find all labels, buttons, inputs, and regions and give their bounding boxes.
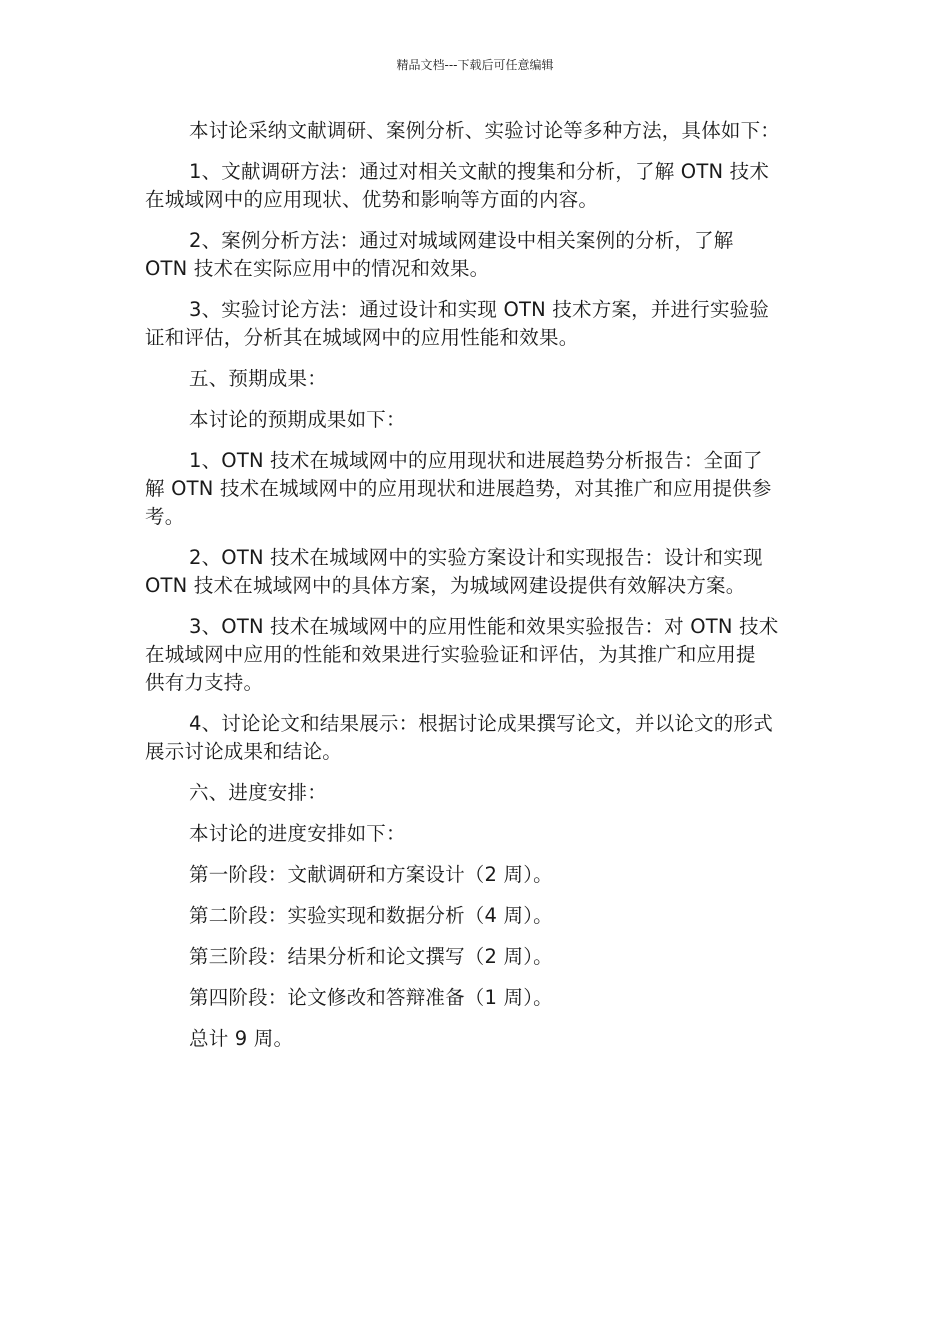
paragraph-line: 4、讨论论文和结果展示：根据讨论成果撰写论文，并以论文的形式 <box>189 712 773 735</box>
schedule-total <box>145 1025 805 1053</box>
paragraph-line: 考。 <box>145 505 185 528</box>
paragraph <box>145 158 805 214</box>
paragraph <box>145 710 805 766</box>
schedule-item <box>145 943 805 971</box>
section-heading <box>145 365 805 393</box>
paragraph-line: 3、实验讨论方法：通过设计和实现 OTN 技术方案，并进行实验验 <box>189 298 770 321</box>
paragraph-line: 本讨论采纳文献调研、案例分析、实验讨论等多种方法，具体如下： <box>189 119 781 142</box>
paragraph <box>145 447 805 531</box>
paragraph-line: 在城域网中的应用现状、优势和影响等方面的内容。 <box>145 188 599 211</box>
document-body <box>145 117 805 1066</box>
paragraph-line: 第三阶段：结果分析和论文撰写（2 周）。 <box>189 945 553 968</box>
paragraph <box>145 227 805 283</box>
schedule-item <box>145 902 805 930</box>
paragraph-line: 解 OTN 技术在城域网中的应用现状和进展趋势，对其推广和应用提供参 <box>145 477 772 500</box>
paragraph-line: 供有力支持。 <box>145 671 264 694</box>
paragraph-line: 展示讨论成果和结论。 <box>145 740 343 763</box>
paragraph-line: 第一阶段：文献调研和方案设计（2 周）。 <box>189 863 553 886</box>
paragraph <box>145 613 805 697</box>
paragraph-line: 2、案例分析方法：通过对城域网建设中相关案例的分析，了解 <box>189 229 734 252</box>
paragraph-line: OTN 技术在城域网中的具体方案，为城域网建设提供有效解决方案。 <box>145 574 746 597</box>
paragraph-line: 3、OTN 技术在城域网中的应用性能和效果实验报告：对 OTN 技术 <box>189 615 779 638</box>
paragraph-line: 六、进度安排： <box>189 781 327 804</box>
paragraph-line: 总计 9 周。 <box>189 1027 294 1050</box>
section-heading <box>145 779 805 807</box>
paragraph-line: 在城域网中应用的性能和效果进行实验验证和评估，为其推广和应用提 <box>145 643 756 666</box>
schedule-item <box>145 861 805 889</box>
paragraph-line: 2、OTN 技术在城域网中的实验方案设计和实现报告：设计和实现 <box>189 546 763 569</box>
schedule-item <box>145 984 805 1012</box>
paragraph <box>145 296 805 352</box>
paragraph <box>145 117 805 145</box>
paragraph <box>145 820 805 848</box>
paragraph-line: 1、文献调研方法：通过对相关文献的搜集和分析，了解 OTN 技术 <box>189 160 770 183</box>
page-header: 精品文档---下载后可任意编辑 <box>396 58 554 72</box>
paragraph <box>145 544 805 600</box>
paragraph-line: OTN 技术在实际应用中的情况和效果。 <box>145 257 490 280</box>
paragraph-line: 1、OTN 技术在城域网中的应用现状和进展趋势分析报告：全面了 <box>189 449 763 472</box>
paragraph <box>145 406 805 434</box>
paragraph-line: 本讨论的进度安排如下： <box>189 822 406 845</box>
paragraph-line: 本讨论的预期成果如下： <box>189 408 406 431</box>
paragraph-line: 第二阶段：实验实现和数据分析（4 周）。 <box>189 904 553 927</box>
paragraph-line: 第四阶段：论文修改和答辩准备（1 周）。 <box>189 986 553 1009</box>
paragraph-line: 五、预期成果： <box>189 367 327 390</box>
paragraph-line: 证和评估，分析其在城域网中的应用性能和效果。 <box>145 326 579 349</box>
